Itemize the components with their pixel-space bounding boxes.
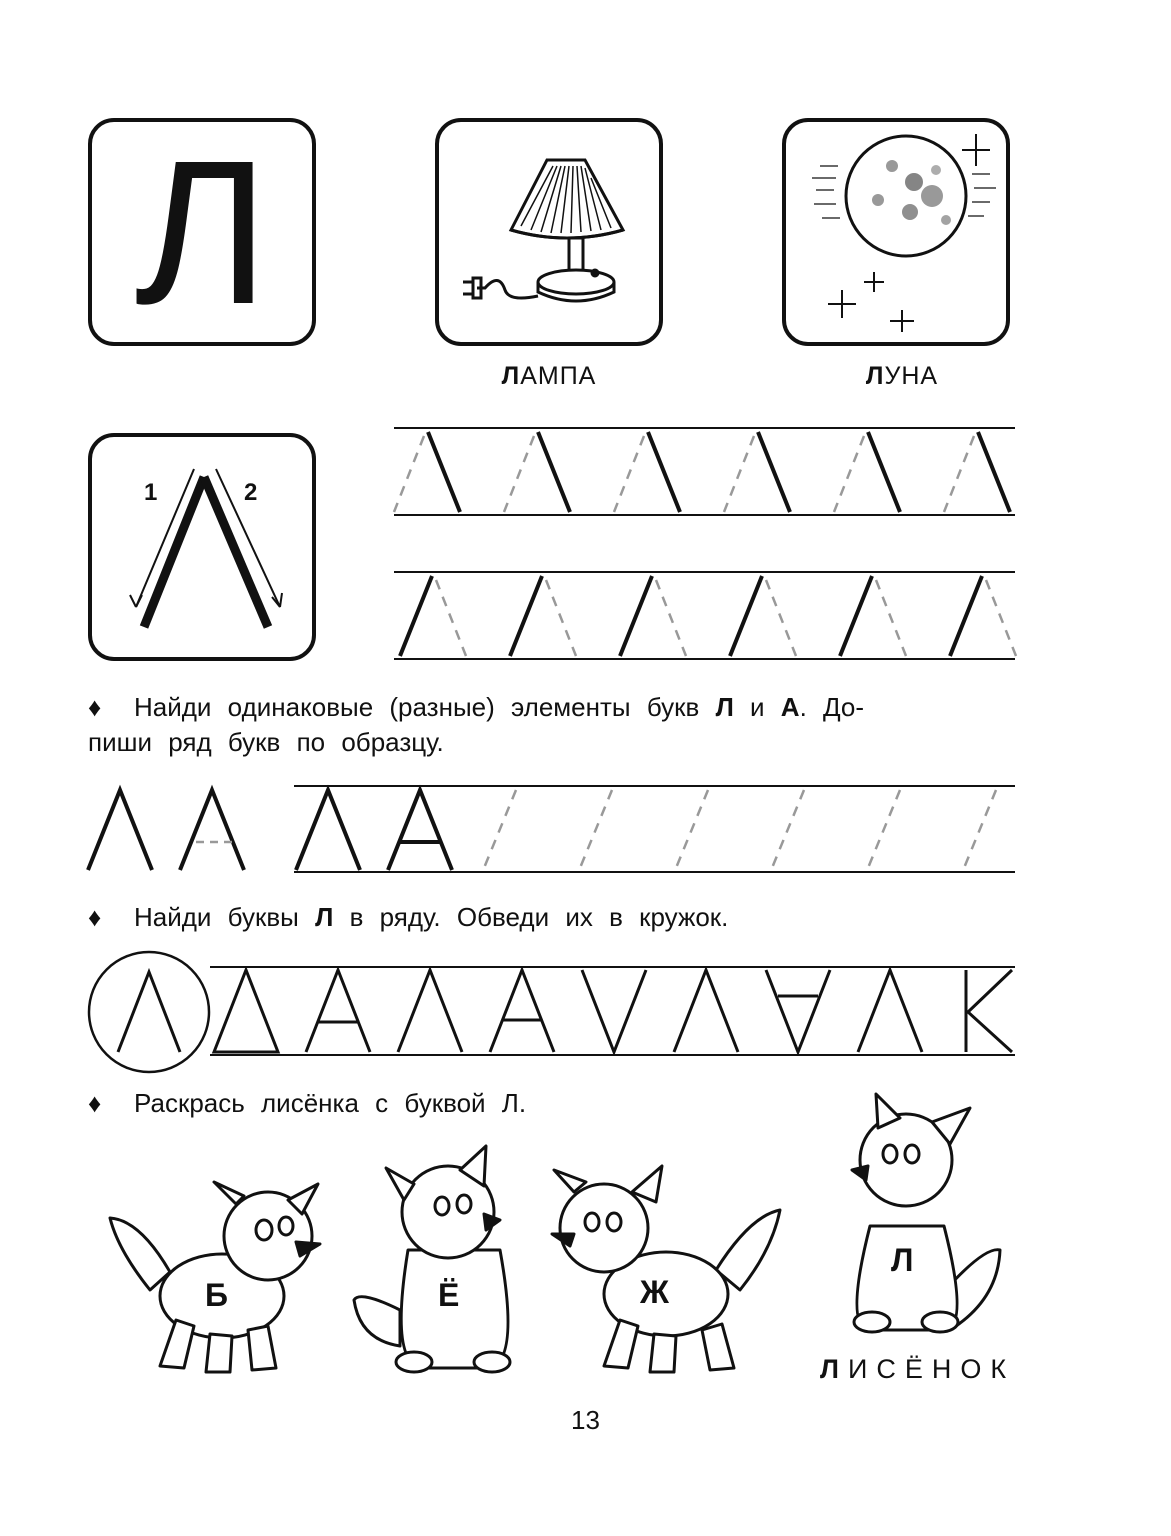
bullet-icon: ♦	[88, 902, 102, 932]
task3-text: Раскрась лисёнка с буквой Л.	[134, 1088, 527, 1118]
task1-text-d: пиши ряд букв по образцу.	[88, 727, 444, 757]
fox-3-icon	[552, 1166, 780, 1372]
moon-caption-rest: УНА	[884, 362, 939, 390]
fox-2-letter: Ё	[438, 1277, 460, 1313]
fox-2-icon	[354, 1146, 510, 1372]
lamp-caption-first-letter: Л	[501, 362, 521, 390]
fox-word-first-letter: Л	[820, 1354, 848, 1384]
fox-word	[820, 1354, 1015, 1385]
fox-word-rest: ИСЁНОК	[847, 1354, 1016, 1384]
lamp-caption-rest: АМПА	[520, 362, 597, 390]
fox-4-letter: Л	[891, 1242, 914, 1278]
task1-text-c: . До-	[799, 692, 865, 722]
fox-3-letter: Ж	[640, 1274, 669, 1310]
task1-letter-l: Л	[715, 692, 734, 722]
bullet-icon: ♦	[88, 692, 102, 722]
stroke-number-1: 1	[144, 479, 158, 506]
fox-4-icon	[852, 1094, 1000, 1332]
task1-letter-a: А	[780, 692, 800, 722]
task2-letter: Л	[315, 902, 334, 932]
page-number: 13	[571, 1405, 600, 1435]
task1-text-b: и	[733, 692, 781, 722]
bullet-icon: ♦	[88, 1088, 102, 1118]
task2-text-a: Найди буквы	[134, 902, 316, 932]
task2-text-b: в ряду. Обведи их в кружок.	[333, 902, 729, 932]
moon-caption-first-letter: Л	[865, 362, 885, 390]
stroke-number-2: 2	[244, 479, 258, 506]
task1-text-a: Найди одинаковые (разные) элементы букв	[134, 692, 716, 722]
fox-1-letter: Б	[205, 1277, 228, 1313]
big-letter: Л	[134, 118, 270, 347]
